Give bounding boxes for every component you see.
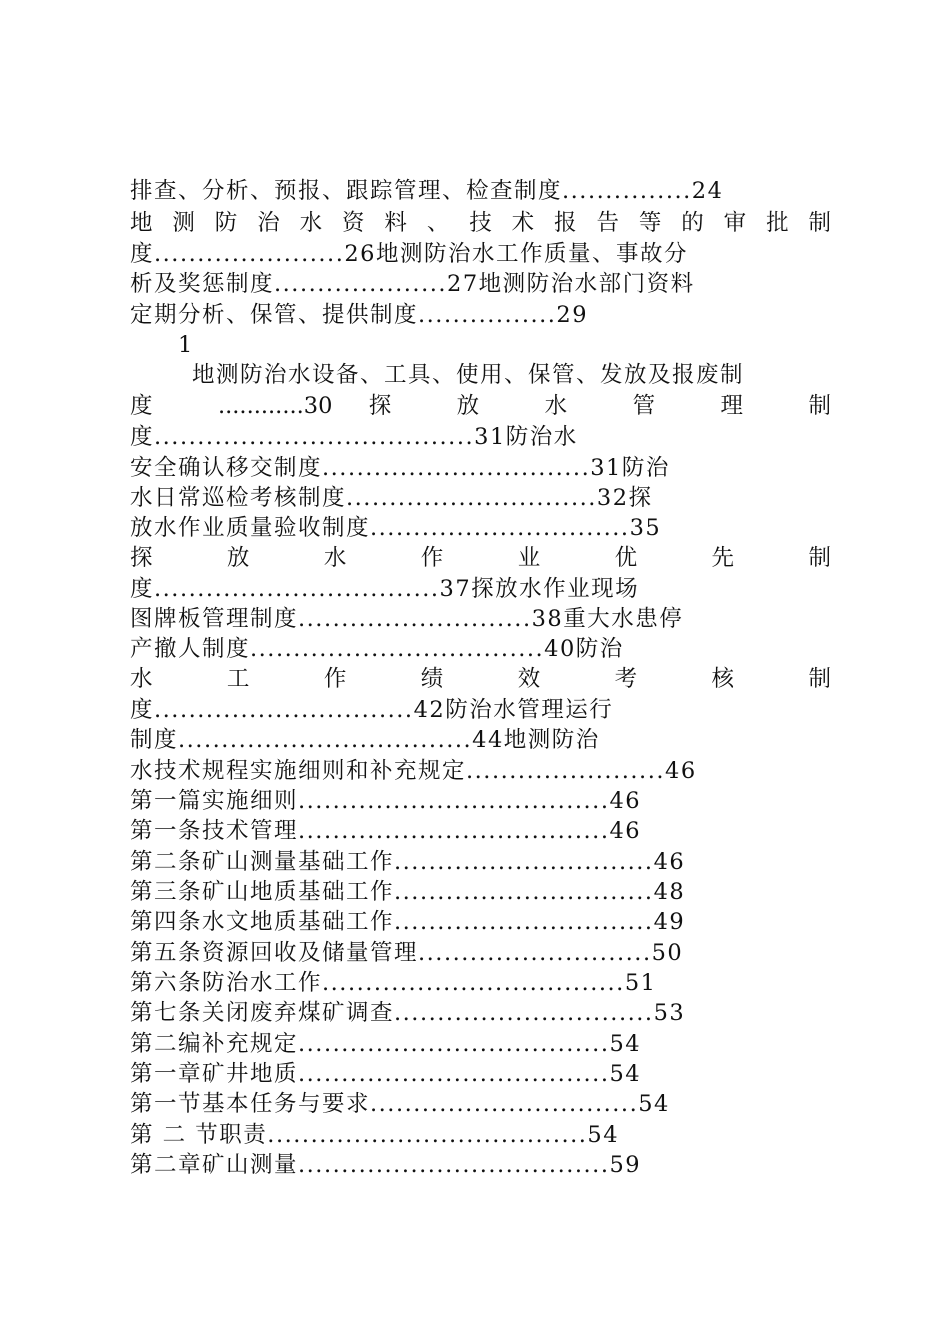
toc-line: 第五条资源回收及储量管理...........................50	[130, 940, 684, 966]
toc-line: 第二条矿山测量基础工作..............................46	[130, 849, 686, 875]
page-number: 1	[178, 332, 193, 358]
toc-line: 图牌板管理制度...........................38重大水患停	[130, 606, 684, 632]
toc-line: 第四条水文地质基础工作..............................49	[130, 909, 686, 935]
toc-line: 第七条关闭废弃煤矿调查..............................53	[130, 1000, 686, 1026]
toc-line: 第 二 节职责.....................................54	[130, 1122, 620, 1148]
toc-line: 地 测 防 治 水 资 料 、 技 术 报 告 等 的 审 批 制	[130, 210, 831, 236]
toc-line: 度 ............30 探 放 水 管 理 制	[130, 393, 831, 419]
toc-line: 产撤人制度..................................40防治	[130, 636, 624, 662]
toc-line: 度.....................................31防治水	[130, 424, 578, 450]
toc-line: 排查、分析、预报、跟踪管理、检查制度...............24	[130, 178, 724, 204]
toc-line: 第三条矿山地质基础工作..............................48	[130, 879, 686, 905]
toc-line: 制度..................................44地测防治	[130, 727, 600, 753]
toc-line: 水 工 作 绩 效 考 核 制	[130, 666, 831, 692]
toc-line: 第二编补充规定....................................54	[130, 1031, 642, 1057]
toc-line: 第一章矿井地质....................................54	[130, 1061, 642, 1087]
toc-line: 水技术规程实施细则和补充规定.......................46	[130, 758, 697, 784]
toc-line: 度......................26地测防治水工作质量、事故分	[130, 241, 688, 267]
toc-line: 安全确认移交制度...............................31防治	[130, 455, 670, 481]
toc-line: 水日常巡检考核制度.............................32探	[130, 485, 653, 511]
toc-line: 第二章矿山测量....................................59	[130, 1152, 642, 1178]
toc-line: 探 放 水 作 业 优 先 制	[130, 545, 831, 571]
toc-line: 地测防治水设备、工具、使用、保管、发放及报废制	[192, 362, 745, 388]
toc-line: 放水作业质量验收制度..............................35	[130, 515, 662, 541]
toc-line: 度..............................42防治水管理运行	[130, 697, 614, 723]
toc-line: 第六条防治水工作...................................51	[130, 970, 657, 996]
toc-line: 析及奖惩制度....................27地测防治水部门资料	[130, 271, 695, 297]
toc-line: 第一节基本任务与要求...............................54	[130, 1091, 670, 1117]
toc-line: 定期分析、保管、提供制度................29	[130, 302, 589, 328]
toc-line: 度.................................37探放水作业现场	[130, 576, 640, 602]
toc-line: 第一篇实施细则....................................46	[130, 788, 642, 814]
toc-line: 第一条技术管理....................................46	[130, 818, 642, 844]
